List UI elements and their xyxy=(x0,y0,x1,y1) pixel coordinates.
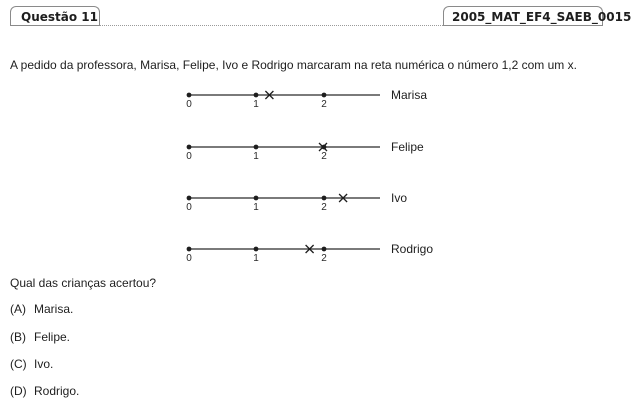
tick-dot-felipe-1 xyxy=(254,145,259,150)
option-c-letter: (C) xyxy=(10,357,27,371)
question-code: 2005_MAT_EF4_SAEB_0015 xyxy=(452,10,631,24)
question-statement: A pedido da professora, Marisa, Felipe, Ivo e Rodrigo marcaram na reta numérica o número 1,2 com um x. xyxy=(10,58,577,72)
option-b[interactable] xyxy=(10,330,70,344)
tick-label-marisa-0: 0 xyxy=(186,99,192,110)
tick-dot-marisa-2 xyxy=(322,93,327,98)
tick-label-rodrigo-1: 1 xyxy=(253,253,259,264)
option-a[interactable] xyxy=(10,302,73,316)
option-d-letter: (D) xyxy=(10,384,27,398)
tick-label-felipe-0: 0 xyxy=(186,151,192,162)
tick-label-felipe-1: 1 xyxy=(253,151,259,162)
option-b-letter: (B) xyxy=(10,330,26,344)
tick-dot-marisa-0 xyxy=(187,93,192,98)
tick-label-marisa-2: 2 xyxy=(321,99,327,110)
child-name-ivo: Ivo xyxy=(391,191,408,205)
tick-label-rodrigo-2: 2 xyxy=(321,253,327,264)
tick-label-ivo-1: 1 xyxy=(253,202,259,213)
tick-dot-rodrigo-2 xyxy=(322,247,327,252)
child-name-felipe: Felipe xyxy=(391,140,424,154)
tick-dot-ivo-0 xyxy=(187,196,192,201)
tick-label-ivo-0: 0 xyxy=(186,202,192,213)
tick-label-rodrigo-0: 0 xyxy=(186,253,192,264)
option-a-letter: (A) xyxy=(10,302,26,316)
option-b-text: Felipe. xyxy=(34,330,71,344)
child-name-marisa: Marisa xyxy=(391,88,428,102)
question-label: Questão 11 xyxy=(21,10,98,24)
tick-dot-marisa-1 xyxy=(254,93,259,98)
tick-dot-rodrigo-0 xyxy=(187,247,192,252)
tick-dot-felipe-0 xyxy=(187,145,192,150)
option-c-text: Ivo. xyxy=(34,357,54,371)
option-a-text: Marisa. xyxy=(34,302,74,316)
tick-dot-rodrigo-1 xyxy=(254,247,259,252)
option-d-text: Rodrigo. xyxy=(34,384,80,398)
option-d[interactable] xyxy=(10,384,79,398)
child-name-rodrigo: Rodrigo xyxy=(391,242,434,256)
tick-label-marisa-1: 1 xyxy=(253,99,259,110)
question-prompt: Qual das crianças acertou? xyxy=(10,276,157,290)
tick-label-felipe-2: 2 xyxy=(321,151,327,162)
tick-dot-ivo-2 xyxy=(322,196,327,201)
option-c[interactable] xyxy=(10,357,53,371)
tick-label-ivo-2: 2 xyxy=(321,202,327,213)
tick-dot-ivo-1 xyxy=(254,196,259,201)
